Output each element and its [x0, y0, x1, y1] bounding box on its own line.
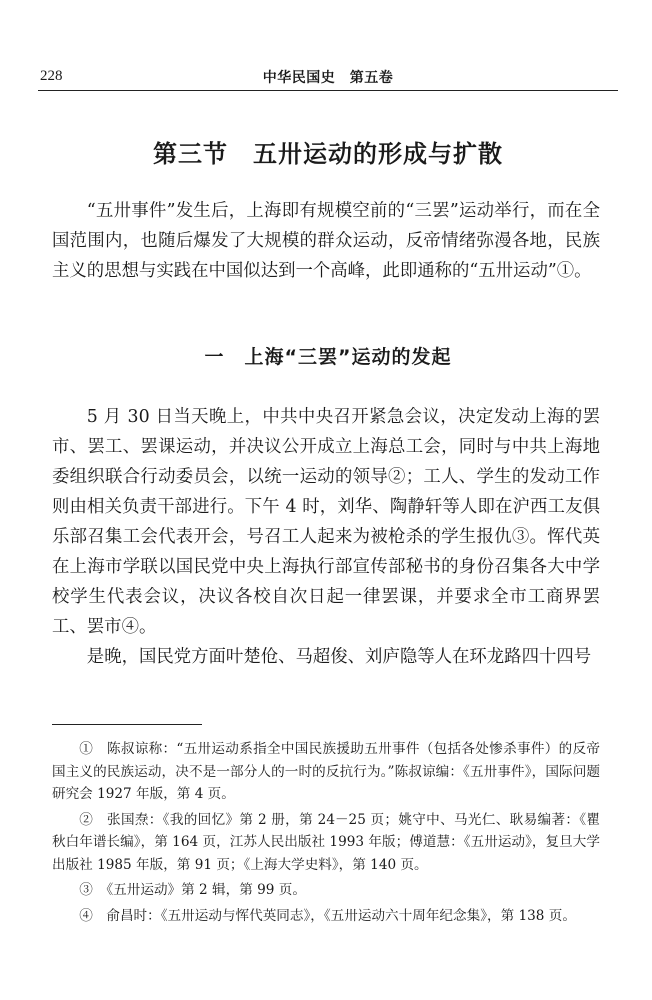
page-number: 228 — [40, 68, 63, 84]
footnote: ④ 俞昌时：《五卅运动与恽代英同志》，《五卅运动六十周年纪念集》，第 138 页。 — [79, 907, 576, 924]
intro-paragraph: “五卅事件”发生后，上海即有规模空前的“三罢”运动举行，而在全国范围内，也随后爆发了大规模的群众运动，反帝情绪弥漫各地，民族主义的思想与实践在中国似达到一个高峰，此即通称的“五卅运动”①。 — [52, 201, 600, 281]
body-paragraph: 是晚，国民党方面叶楚伧、马超俊、刘庐隐等人在环龙路四十四号 — [86, 647, 592, 667]
section-title: 第三节 五卅运动的形成与扩散 — [153, 140, 503, 168]
footnotes — [52, 738, 600, 930]
running-header — [38, 66, 618, 91]
subsection-title: 一 上海“三罢”运动的发起 — [204, 346, 452, 368]
footnote: ① 陈叔谅称：“五卅运动系指全中国民族援助五卅事件（包括各处惨杀事件）的反帝国主义的民族运动，决不是一部分人的一时的反抗行为。”陈叔谅编：《五卅事件》，国际问题研究会 1927 年版，第 4 页。 — [52, 741, 600, 802]
footnote: ③ 《五卅运动》第 2 辑，第 99 页。 — [79, 882, 306, 898]
footnote: ② 张国焘：《我的回忆》第 2 册，第 24－25 页；姚守中、马光仁、耿易编著：《瞿秋白年谱长编》，第 164 页，江苏人民出版社 1993 年版；傅道慧：《五卅运动》，复旦大学出版社 1985 年版，第 91 页；《上海大学史料》，第 140 页。 — [52, 811, 600, 873]
body-paragraph: 5 月 30 日当天晚上，中共中央召开紧急会议，决定发动上海的罢市、罢工、罢课运动，并决议公开成立上海总工会，同时与中共上海地委组织联合行动委员会，以统一运动的领导②；工人、学生的发动工作则由相关负责干部进行。下午 4 时，刘华、陶静轩等人即在沪西工友俱乐部召集工会代表开会，号召工人起来为被枪杀的学生报仇③。恽代英在上海市学联以国民党中央上海执行部宣传部秘书的身份召集各大中学校学生代表会议，决议各校自次日起一律罢课，并要求全市工商界罢工、罢市④。 — [52, 407, 600, 637]
footnote-divider — [52, 724, 202, 725]
running-title: 中华民国史 第五卷 — [262, 70, 394, 86]
